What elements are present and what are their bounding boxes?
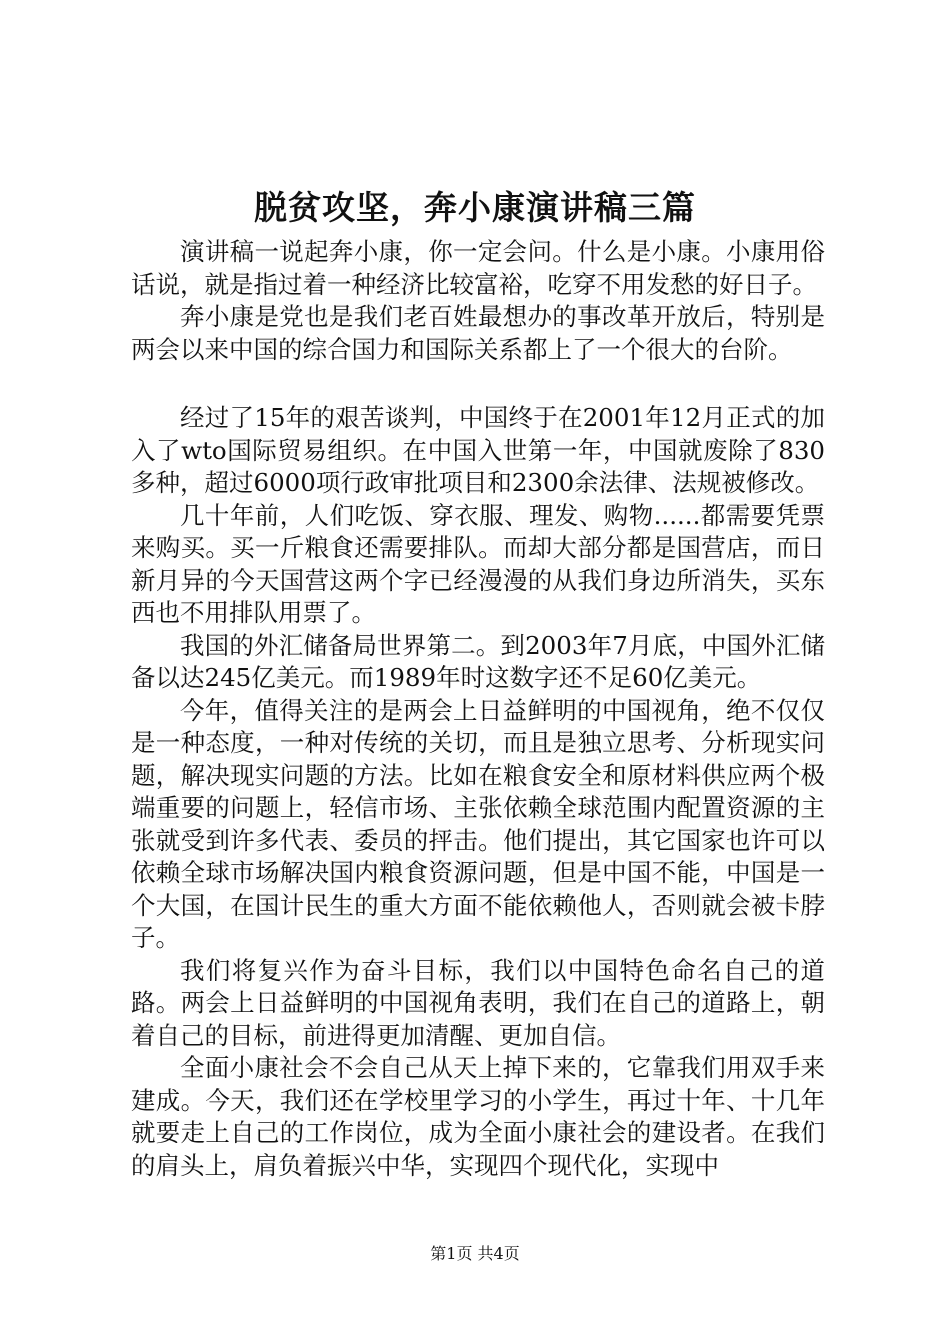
paragraph-2: 奔小康是党也是我们老百姓最想办的事改革开放后，特别是两会以来中国的综合国力和国际关系都上了一个很大的台阶。 bbox=[131, 302, 825, 364]
paragraph-6: 今年，值得关注的是两会上日益鲜明的中国视角，绝不仅仅是一种态度，一种对传统的关切，而且是独立思考、分析现实问题，解决现实问题的方法。比如在粮食安全和原材料供应两个极端重要的问题上，轻信市场、主张依赖全球范围内配置资源的主张就受到许多代表、委员的抨击。他们提出，其它国家也许可以依赖全球市场解决国内粮食资源问题，但是中国不能，中国是一个大国，在国计民生的重大方面不能依赖他人，否则就会被卡脖子。 bbox=[131, 695, 825, 952]
paragraph-1: 演讲稿一说起奔小康，你一定会问。什么是小康。小康用俗话说，就是指过着一种经济比较富裕，吃穿不用发愁的好日子。 bbox=[131, 237, 825, 299]
page-footer: 第1页 共4页 bbox=[430, 1244, 520, 1263]
paragraph-8: 全面小康社会不会自己从天上掉下来的，它靠我们用双手来建成。今天，我们还在学校里学习的小学生，再过十年、十几年就要走上自己的工作岗位，成为全面小康社会的建设者。在我们的肩头上，肩负着振兴中华，实现四个现代化，实现中 bbox=[131, 1053, 825, 1180]
paragraph-3: 经过了15年的艰苦谈判，中国终于在2001年12月正式的加入了wto国际贸易组织。在中国入世第一年，中国就废除了830多种，超过6000项行政审批项目和2300余法律、法规被修改。 bbox=[131, 403, 825, 497]
paragraph-5: 我国的外汇储备局世界第二。到2003年7月底，中国外汇储备以达245亿美元。而1989年时这数字还不足60亿美元。 bbox=[131, 630, 825, 692]
document-title: 脱贫攻坚，奔小康演讲稿三篇 bbox=[254, 188, 696, 227]
document-body bbox=[131, 236, 825, 1182]
paragraph-4: 几十年前，人们吃饭、穿衣服、理发、购物......都需要凭票来购买。买一斤粮食还需要排队。而却大部分都是国营店，而日新月异的今天国营这两个字已经漫漫的从我们身边所消失，买东西也不用排队用票了。 bbox=[131, 500, 825, 627]
paragraph-7: 我们将复兴作为奋斗目标，我们以中国特色命名自己的道路。两会上日益鲜明的中国视角表明，我们在自己的道路上，朝着自己的目标，前进得更加清醒、更加自信。 bbox=[131, 955, 825, 1050]
